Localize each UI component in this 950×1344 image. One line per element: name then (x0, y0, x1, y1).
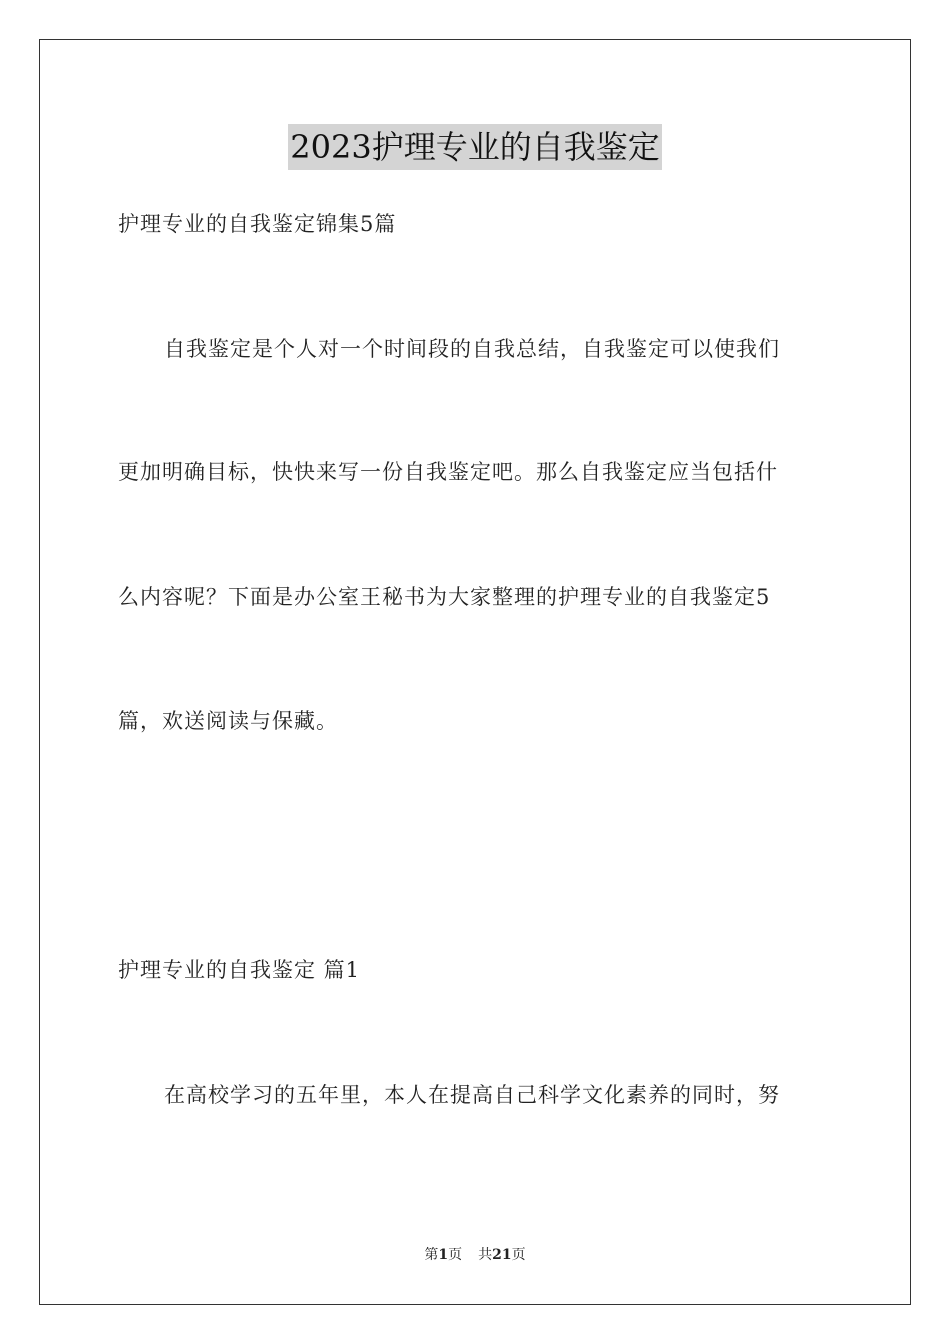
intro-line-3: 么内容呢？下面是办公室王秘书为大家整理的护理专业的自我鉴定5 (118, 585, 771, 609)
intro-line-4: 篇，欢送阅读与保藏。 (118, 709, 338, 733)
footer-total-unit: 页 (511, 1247, 526, 1263)
footer-page-current: 1 (438, 1247, 449, 1263)
document-title: 2023护理专业的自我鉴定 (288, 124, 661, 170)
document-subtitle: 护理专业的自我鉴定锦集5篇 (118, 212, 397, 236)
page-footer (0, 1245, 950, 1265)
title-container (0, 124, 950, 170)
section-heading: 护理专业的自我鉴定 篇1 (118, 958, 361, 982)
intro-line-2: 更加明确目标，快快来写一份自我鉴定吧。那么自我鉴定应当包括什 (118, 460, 778, 484)
footer-page-prefix: 第 (424, 1247, 439, 1263)
footer-page-total: 21 (492, 1247, 512, 1263)
intro-line-1: 自我鉴定是个人对一个时间段的自我总结，自我鉴定可以使我们 (164, 337, 780, 361)
section-first-line: 在高校学习的五年里，本人在提高自己科学文化素养的同时，努 (164, 1083, 780, 1107)
footer-total-prefix: 共 (478, 1247, 493, 1263)
footer-page-unit: 页 (448, 1247, 463, 1263)
